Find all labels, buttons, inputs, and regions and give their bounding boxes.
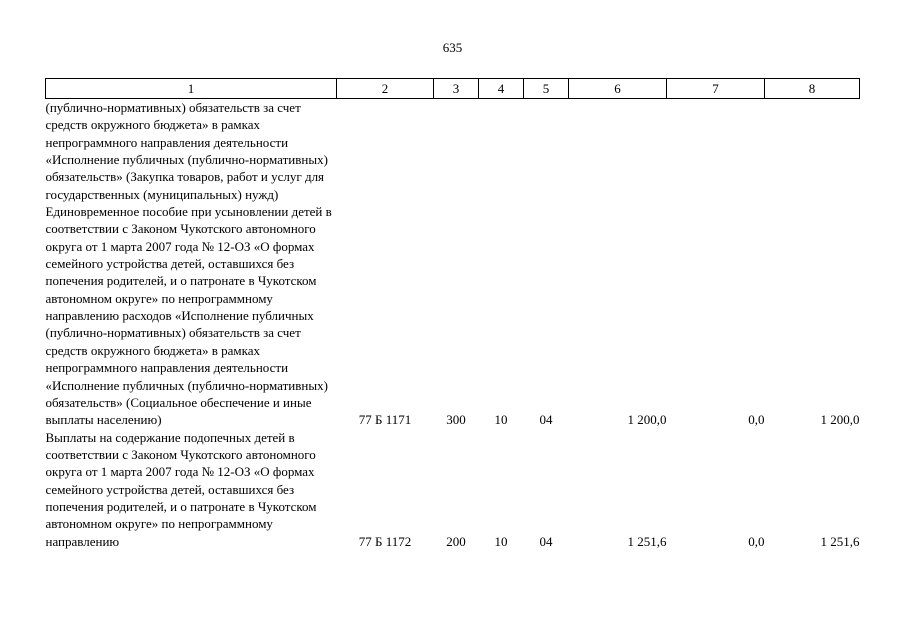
column-number: 3 (434, 79, 479, 99)
target-article-code: 77 Б 1171 (358, 412, 412, 428)
row-description: Единовременное пособие при усыновлении детей в соответствии с Законом Чукотского автономного округа от 1 марта 2007 года № 12-ОЗ «О формах семейного устройства детей, оставшихся без попечения родителей, и о патронате в Чукотском автономном округе» по непрограммному направлению расходов «Исполнение публичных (публично-нормативных) обязательств за счет средств окружного бюджета» в рамках непрограммного направления деятельности «Исполнение публичных (публично-нормативных) обязательств» (Социальное обеспечение и иные выплаты населению) (45, 204, 332, 428)
amount-col6 (569, 99, 667, 204)
column-number-row (46, 79, 860, 99)
page-number: 635 (442, 40, 463, 55)
column-number: 2 (337, 79, 434, 99)
column-number: 1 (46, 79, 337, 99)
amount-col7: 0,0 (748, 412, 765, 428)
subsection-code (524, 99, 569, 204)
section-code (479, 99, 524, 204)
table-row (46, 99, 860, 204)
column-number: 7 (667, 79, 765, 99)
target-article-code: 77 Б 1172 (358, 533, 412, 549)
expense-type: 300 (446, 412, 466, 428)
table-row (46, 429, 860, 550)
row-description: Выплаты на содержание подопечных детей в соответствии с Законом Чукотского автономного округа от 1 марта 2007 года № 12-ОЗ «О формах семейного устройства детей, оставшихся без попечения родителей, и о патронате в Чукотском автономном округе» по непрограммному направлению (45, 429, 317, 549)
amount-col8: 1 200,0 (820, 412, 860, 428)
subsection-code: 04 (539, 533, 553, 549)
target-article-code (337, 99, 434, 204)
section-code: 10 (494, 412, 508, 428)
expense-type: 200 (446, 533, 466, 549)
amount-col6: 1 251,6 (627, 533, 667, 549)
section-code: 10 (494, 533, 508, 549)
column-number: 6 (569, 79, 667, 99)
amount-col7: 0,0 (748, 533, 765, 549)
amount-col8: 1 251,6 (820, 533, 860, 549)
budget-table (45, 78, 860, 550)
column-number: 4 (479, 79, 524, 99)
table-row (46, 203, 860, 428)
row-description: (публично-нормативных) обязательств за счет средств окружного бюджета» в рамках непрограммного направления деятельности «Исполнение публичных (публично-нормативных) обязательств» (Закупка товаров, работ и услуг для государственных (муниципальных) нужд) (45, 100, 328, 202)
amount-col7 (667, 99, 765, 204)
amount-col8 (765, 99, 860, 204)
column-number: 8 (765, 79, 860, 99)
column-number: 5 (524, 79, 569, 99)
subsection-code: 04 (539, 412, 553, 428)
expense-type (434, 99, 479, 204)
amount-col6: 1 200,0 (627, 412, 667, 428)
